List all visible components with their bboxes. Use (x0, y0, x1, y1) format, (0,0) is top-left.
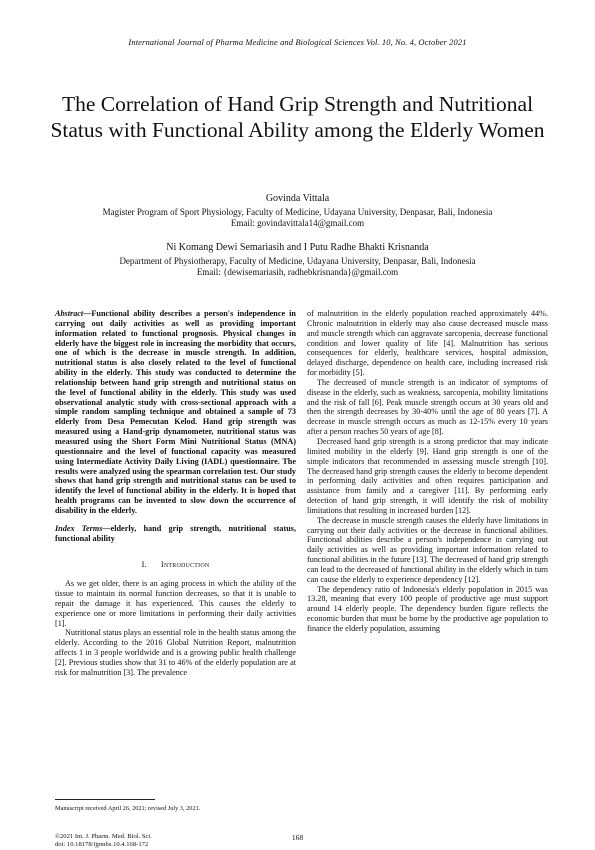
author-email: Email: {dewisemariasih, radhebkrisnanda}@gmail.com (196, 267, 399, 277)
body-paragraph: The decreased of muscle strength is an indicator of symptoms of disease in the elderly, such as weakness, sarcopenia, mobility limitations and the risk of fall [6]. Peak muscle strength occurs at 30 years old and then the strength decreases by 30-40% until the age of 80 years [7]. A decrease in muscle strength occurs as much as 12-15% every 10 years after a person reaches 50 years of age [8]. (307, 377, 548, 437)
section-heading (55, 560, 296, 570)
author-block-1 (40, 193, 555, 230)
author-email: Email: govindavittala14@gmail.com (230, 218, 365, 228)
author-names: Ni Komang Dewi Semariasih and I Putu Radhe Bhakti Krisnanda (166, 242, 429, 253)
abstract-text: —Functional ability describes a person's independence in carrying out daily activities as well as providing important information related to functional prognosis. Physical changes in elderly have the biggest role in increasing the morbidity that occurs, one of which is the decrease in muscle strength. In addition, nutritional status is also closely related to the level of functional ability in the elderly. This study was conducted to determine the relationship between hand grip strength and nutritional status on the level of functional ability in the elderly. This study was used observational analytic study with cross-sectional approach with a simple random sampling technique and obtained a sample of 73 elderly from Desa Pemecutan Kelod. Hand grip strength was measured using a Hand-grip dynamometer, nutritional status was measured using the Short Form Mini Nutritional Status (MNA) questionnaire and the level of functional capacity was measured using Intermediate Activity Daily Living (IADL) questionnaire. The results were analyzed using the spearman correlation test. Our study shows that hand grip strength and nutritional status can be used to identify the level of functional ability in the elderly. It is hoped that health programs can be invented to slow down the occurrence of disability in the elderly. (55, 309, 296, 515)
page-number: 168 (291, 833, 304, 842)
manuscript-footnote: Manuscript received April 26, 2021; revised July 3, 2021. (55, 805, 201, 812)
journal-header: International Journal of Pharma Medicine and Biological Sciences Vol. 10, No. 4, October 2021 (128, 37, 467, 47)
left-column (55, 309, 296, 678)
copyright-line: ©2021 Int. J. Pharm. Med. Biol. Sci. (55, 833, 152, 840)
body-paragraph: The decrease in muscle strength causes the elderly have limitations in carrying out their daily activities or the decrease in functional abilities. Functional abilities describe a person's independence in carrying out daily activities as well as providing important information related to functional abilities in the future [13]. The decreased of hand grip strength can lead to the decreased of functional ability in the elderly which in turn can cause the elderly to experience dependency [12]. (307, 515, 548, 584)
author-names: Govinda Vittala (265, 193, 330, 204)
abstract-lead: Abstract (55, 309, 84, 318)
abstract (55, 309, 296, 516)
section-number: I. (141, 560, 147, 570)
author-affiliation: Department of Physiotherapy, Faculty of Medicine, Udayana University, Denpasar, Bali, Indonesia (119, 255, 476, 266)
index-terms-text: —elderly, hand grip strength, nutritional status, functional ability (55, 523, 296, 543)
right-column (307, 309, 548, 634)
doi-line: doi: 10.18178/ijpmbs.10.4.168-172 (55, 841, 149, 849)
body-paragraph: Nutritional status plays an essential role in the health status among the elderly. According to the 2016 Global Nutrition Report, malnutrition affects 1 in 3 people worldwide and is a growing public health challenge [2]. Previous studies show that 31 to 46% of the elderly population are at risk for malnutrition [3]. The prevalence (55, 628, 296, 677)
index-terms-lead: Index Terms (55, 523, 103, 533)
index-terms (55, 524, 296, 544)
author-affiliation: Magister Program of Sport Physiology, Faculty of Medicine, Udayana University, Denpasar, Bali, Indonesia (102, 206, 493, 217)
section-title: Introduction (160, 560, 210, 570)
body-paragraph: Decreased hand grip strength is a strong predictor that may indicate limited mobility in the elderly [9]. Hand grip strength is one of the simple indicators that recommended in assessing muscle strength [10]. The decreased hand grip strength causes the elderly to become dependent in performing daily activities and often requires participation and assistance from family and a caregiver [11]. By performing early detection of hand grip strength, it will identify the risk of mobility limitations that resulting in increased burden [12]. (307, 436, 548, 515)
body-paragraph: As we get older, there is an aging process in which the ability of the tissue to maintain its normal function decreases, so that it is unable to repair the damage it has experienced. This causes the elderly to experience one or more limitations in performing their daily activities [1]. (55, 579, 296, 628)
body-paragraph: of malnutrition in the elderly population reached approximately 44%. Chronic malnutrition in elderly may also cause decreased muscle mass and muscle strength which can aggravate sarcopenia, decrease functional condition and lower quality of life [4]. Malnutrition has serious consequences for elderly, healthcare services, hospital admission, delayed discharge, dependence on health care, including increased risk for morbidity [5]. (307, 309, 548, 378)
paper-title: The Correlation of Hand Grip Strength and Nutritional Status with Functional Ability among the Elderly Women (50, 92, 545, 142)
author-block-2 (40, 242, 555, 279)
footnote-divider (55, 799, 155, 800)
body-paragraph: The dependency ratio of Indonesia's elderly population in 2015 was 13.28, meaning that every 100 people of productive age must support around 14 elderly people. The dependency burden figure reflects the economic burden that must be borne by the productive age population to finance the elderly population, assuming (307, 584, 548, 633)
